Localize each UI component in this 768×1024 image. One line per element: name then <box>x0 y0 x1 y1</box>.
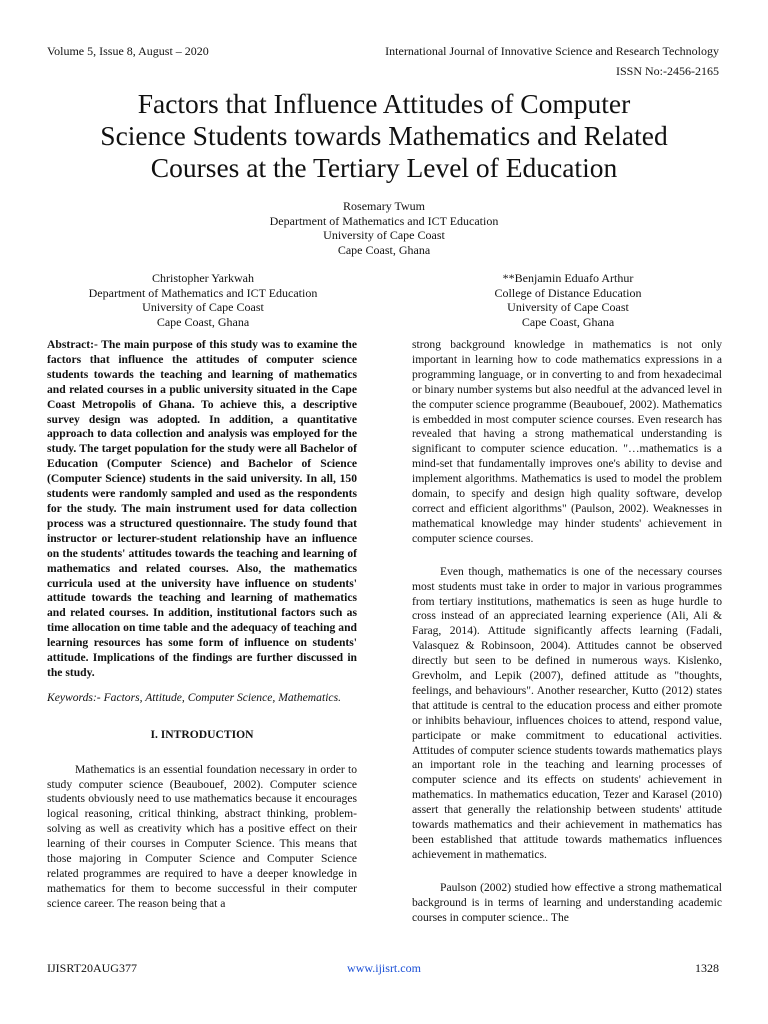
author-name: Christopher Yarkwah <box>152 271 254 285</box>
title-line: Factors that Influence Attitudes of Computer <box>137 88 631 119</box>
author-univ: University of Cape Coast <box>142 300 264 314</box>
footer-url-link[interactable]: www.ijisrt.com <box>347 961 421 975</box>
author-dept: Department of Mathematics and ICT Education <box>269 213 499 228</box>
title-line: Science Students towards Mathematics and Related <box>100 120 668 151</box>
author-dept: Department of Mathematics and ICT Education <box>88 285 318 300</box>
right-column <box>412 338 722 926</box>
author-univ: University of Cape Coast <box>507 300 629 314</box>
body-paragraph: strong background knowledge in mathematics is not only important in learning how to code mathematics expressions in a programming language, or in converting to and from hexadecimal or binary number systems but also needful at the advanced level in the computer science programme (Beaubouef, 2002). Mathematics is embedded in most computer science courses. Even research has revealed that having a strong mathematical understanding is significant to computer science education. "…mathematics is a mind-set that fundamentally improves one's ability to devise and implement algorithms. Mathematics is used to model the problem domain, to specify and design high quality software, develop correct and efficient algorithms" (Paulson, 2002). Weaknesses in mathematical knowledge may hinder students' achievement in computer science courses. <box>412 338 722 545</box>
paper-title <box>40 88 728 184</box>
author-univ: University of Cape Coast <box>323 228 445 242</box>
body-paragraph: Even though, mathematics is one of the necessary courses most students must take in order to major in various programmes from tertiary institutions, mathematics is seen as huge hurdle to cross instead of an appreciated learning experience (Ali, Ali & Farag, 2014). Attitude significantly affects learning (Fadali, Valasquez & Robinsoon, 2004). Attitudes cannot be observed directly but seen to be defined in numerous ways. Kislenko, Grevholm, and Lepik (2007), defined attitude as "thoughts, feelings, and behaviours". Another researcher, Kutto (2012) states that attitude is central to the education process and either promote or inhibits behaviour, influences choices to attend, respond value, participate or make commitment to educational activities. Attitudes of computer science students towards mathematics plays an important role in the teaching and learning processes of computer science and its effects on students' achievement in mathematics. In mathematics education, Tezer and Karasel (2010) assert that generally the relationship between students' attitude towards mathematics and their achievement in mathematics has been established that attitude towards mathematics influences achievement in mathematics. <box>412 564 722 861</box>
author-loc: Cape Coast, Ghana <box>337 242 431 257</box>
footer-page-number: 1328 <box>695 961 719 975</box>
author-dept: College of Distance Education <box>494 285 642 300</box>
author-name: **Benjamin Eduafo Arthur <box>502 271 634 285</box>
author-block-second <box>33 271 373 329</box>
left-column <box>47 338 357 912</box>
author-name: Rosemary Twum <box>343 199 425 213</box>
section-heading-introduction: I. INTRODUCTION <box>150 727 254 741</box>
abstract: Abstract:- The main purpose of this study was to examine the factors that influence the attitudes of computer science students towards the teaching and learning of mathematics and related courses in a public university situated in the Cape Coast Metropolis of Ghana. To achieve this, a descriptive survey design was adopted. In addition, a quantitative approach to data collection and analysis was employed for the study. The target population for the study were all Bachelor of Education (Computer Science) and Bachelor of Science (Computer Science) students in the said university. In all, 150 students were randomly sampled and used as the respondents for the study. The main instrument used for data collection process was a structured questionnaire. The study found that instructor or lecturer-student relationship have an influence on the students' attitudes towards the teaching and learning of mathematics and related courses. Also, the mathematics curricula used at the university have influence on students' attitude towards the teaching and learning of mathematics and related courses. In addition, institutional factors such as time allocation on time table and the adequacy of teaching and learning resources has some form of influence on students' attitude. Implications of the findings are further discussed in the study. <box>47 338 357 679</box>
header-journal: International Journal of Innovative Science and Research Technology <box>385 44 719 58</box>
body-paragraph: Paulson (2002) studied how effective a strong mathematical background is in terms of learning and understanding academic courses in computer science.. The <box>412 880 722 924</box>
header-issn: ISSN No:-2456-2165 <box>615 64 719 78</box>
header-volume: Volume 5, Issue 8, August – 2020 <box>47 44 209 58</box>
author-loc: Cape Coast, Ghana <box>156 314 250 329</box>
footer-paper-id: IJISRT20AUG377 <box>47 961 137 975</box>
author-block-first <box>0 199 768 257</box>
author-block-third <box>398 271 738 329</box>
intro-paragraph: Mathematics is an essential foundation necessary in order to study computer science (Beaubouef, 2002). Computer science students obviously need to use mathematics because it encourages logical reasoning, critical thinking, abstract thinking, problem-solving as well as creativity which has a positive effect on their learning of their courses in Computer Science. This means that those majoring in Computer Science and Computer Science related programmes are required to have a deeper knowledge in mathematics for them to become successful in their computer science career. The reason being that a <box>47 762 357 910</box>
author-loc: Cape Coast, Ghana <box>521 314 615 329</box>
keywords: Keywords:- Factors, Attitude, Computer Science, Mathematics. <box>47 690 341 704</box>
title-line: Courses at the Tertiary Level of Education <box>150 152 618 183</box>
